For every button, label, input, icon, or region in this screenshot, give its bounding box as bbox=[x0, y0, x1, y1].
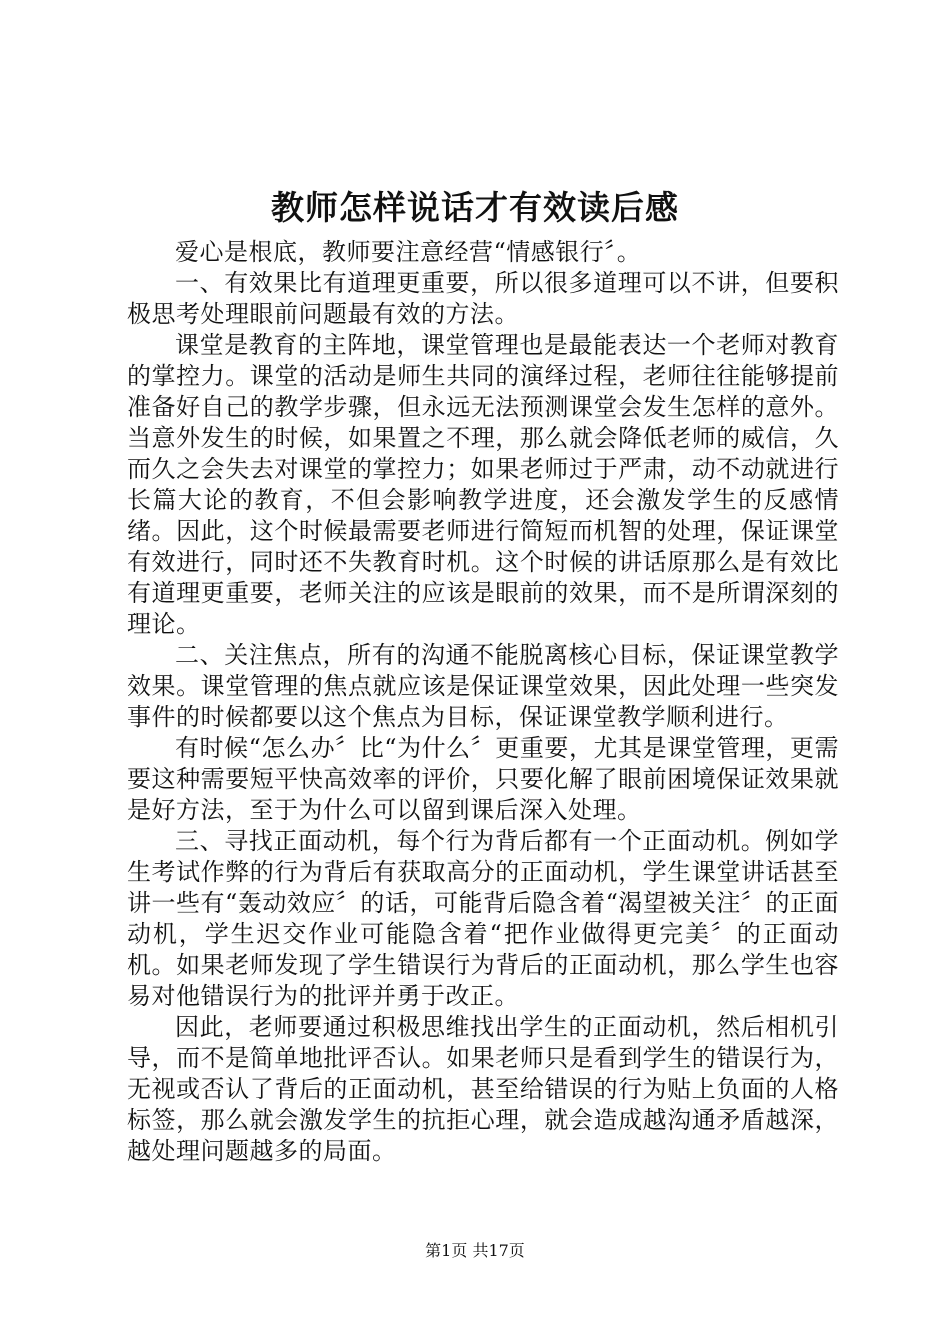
paragraph: 爱心是根底，教师要注意经营“情感银行〞。 bbox=[175, 238, 642, 266]
paragraph: 因此，老师要通过积极思维找出学生的正面动机，然后相机引导，而不是简单地批评否认。如果老师只是看到学生的错误行为，无视或否认了背后的正面动机，甚至给错误的行为贴上负面的人格标签，那么就会激发学生的抗拒心理，就会造成越沟通矛盾越深，越处理问题越多的局面。 bbox=[127, 1013, 839, 1165]
document-body bbox=[127, 237, 839, 1167]
paragraph: 有时候“怎么办〞比“为什么〞更重要，尤其是课堂管理，更需要这种需要短平快高效率的评价，只要化解了眼前困境保证效果就是好方法，至于为什么可以留到课后深入处理。 bbox=[127, 734, 839, 824]
paragraph: 二、关注焦点，所有的沟通不能脱离核心目标，保证课堂教学效果。课堂管理的焦点就应该是保证课堂效果，因此处理一些突发事件的时候都要以这个焦点为目标，保证课堂教学顺利进行。 bbox=[127, 641, 839, 731]
paragraph: 一、有效果比有道理更重要，所以很多道理可以不讲，但要积极思考处理眼前问题最有效的方法。 bbox=[127, 269, 839, 328]
paragraph: 课堂是教育的主阵地，课堂管理也是最能表达一个老师对教育的掌控力。课堂的活动是师生共同的演绎过程，老师往往能够提前准备好自己的教学步骤，但永远无法预测课堂会发生怎样的意外。当意外发生的时候，如果置之不理，那么就会降低老师的威信，久而久之会失去对课堂的掌控力；如果老师过于严肃，动不动就进行长篇大论的教育，不但会影响教学进度，还会激发学生的反感情绪。因此，这个时候最需要老师进行简短而机智的处理，保证课堂有效进行，同时还不失教育时机。这个时候的讲话原那么是有效比有道理更重要，老师关注的应该是眼前的效果，而不是所谓深刻的理论。 bbox=[127, 331, 839, 638]
paragraph: 三、寻找正面动机，每个行为背后都有一个正面动机。例如学生考试作弊的行为背后有获取高分的正面动机，学生课堂讲话甚至讲一些有“轰动效应〞的话，可能背后隐含着“渴望被关注〞的正面动机，学生迟交作业可能隐含着“把作业做得更完美〞的正面动机。如果老师发现了学生错误行为背后的正面动机，那么学生也容易对他错误行为的批评并勇于改正。 bbox=[127, 827, 839, 1010]
page-footer: 第1页 共17页 bbox=[425, 1241, 525, 1260]
document-title: 教师怎样说话才有效读后感 bbox=[271, 188, 679, 227]
